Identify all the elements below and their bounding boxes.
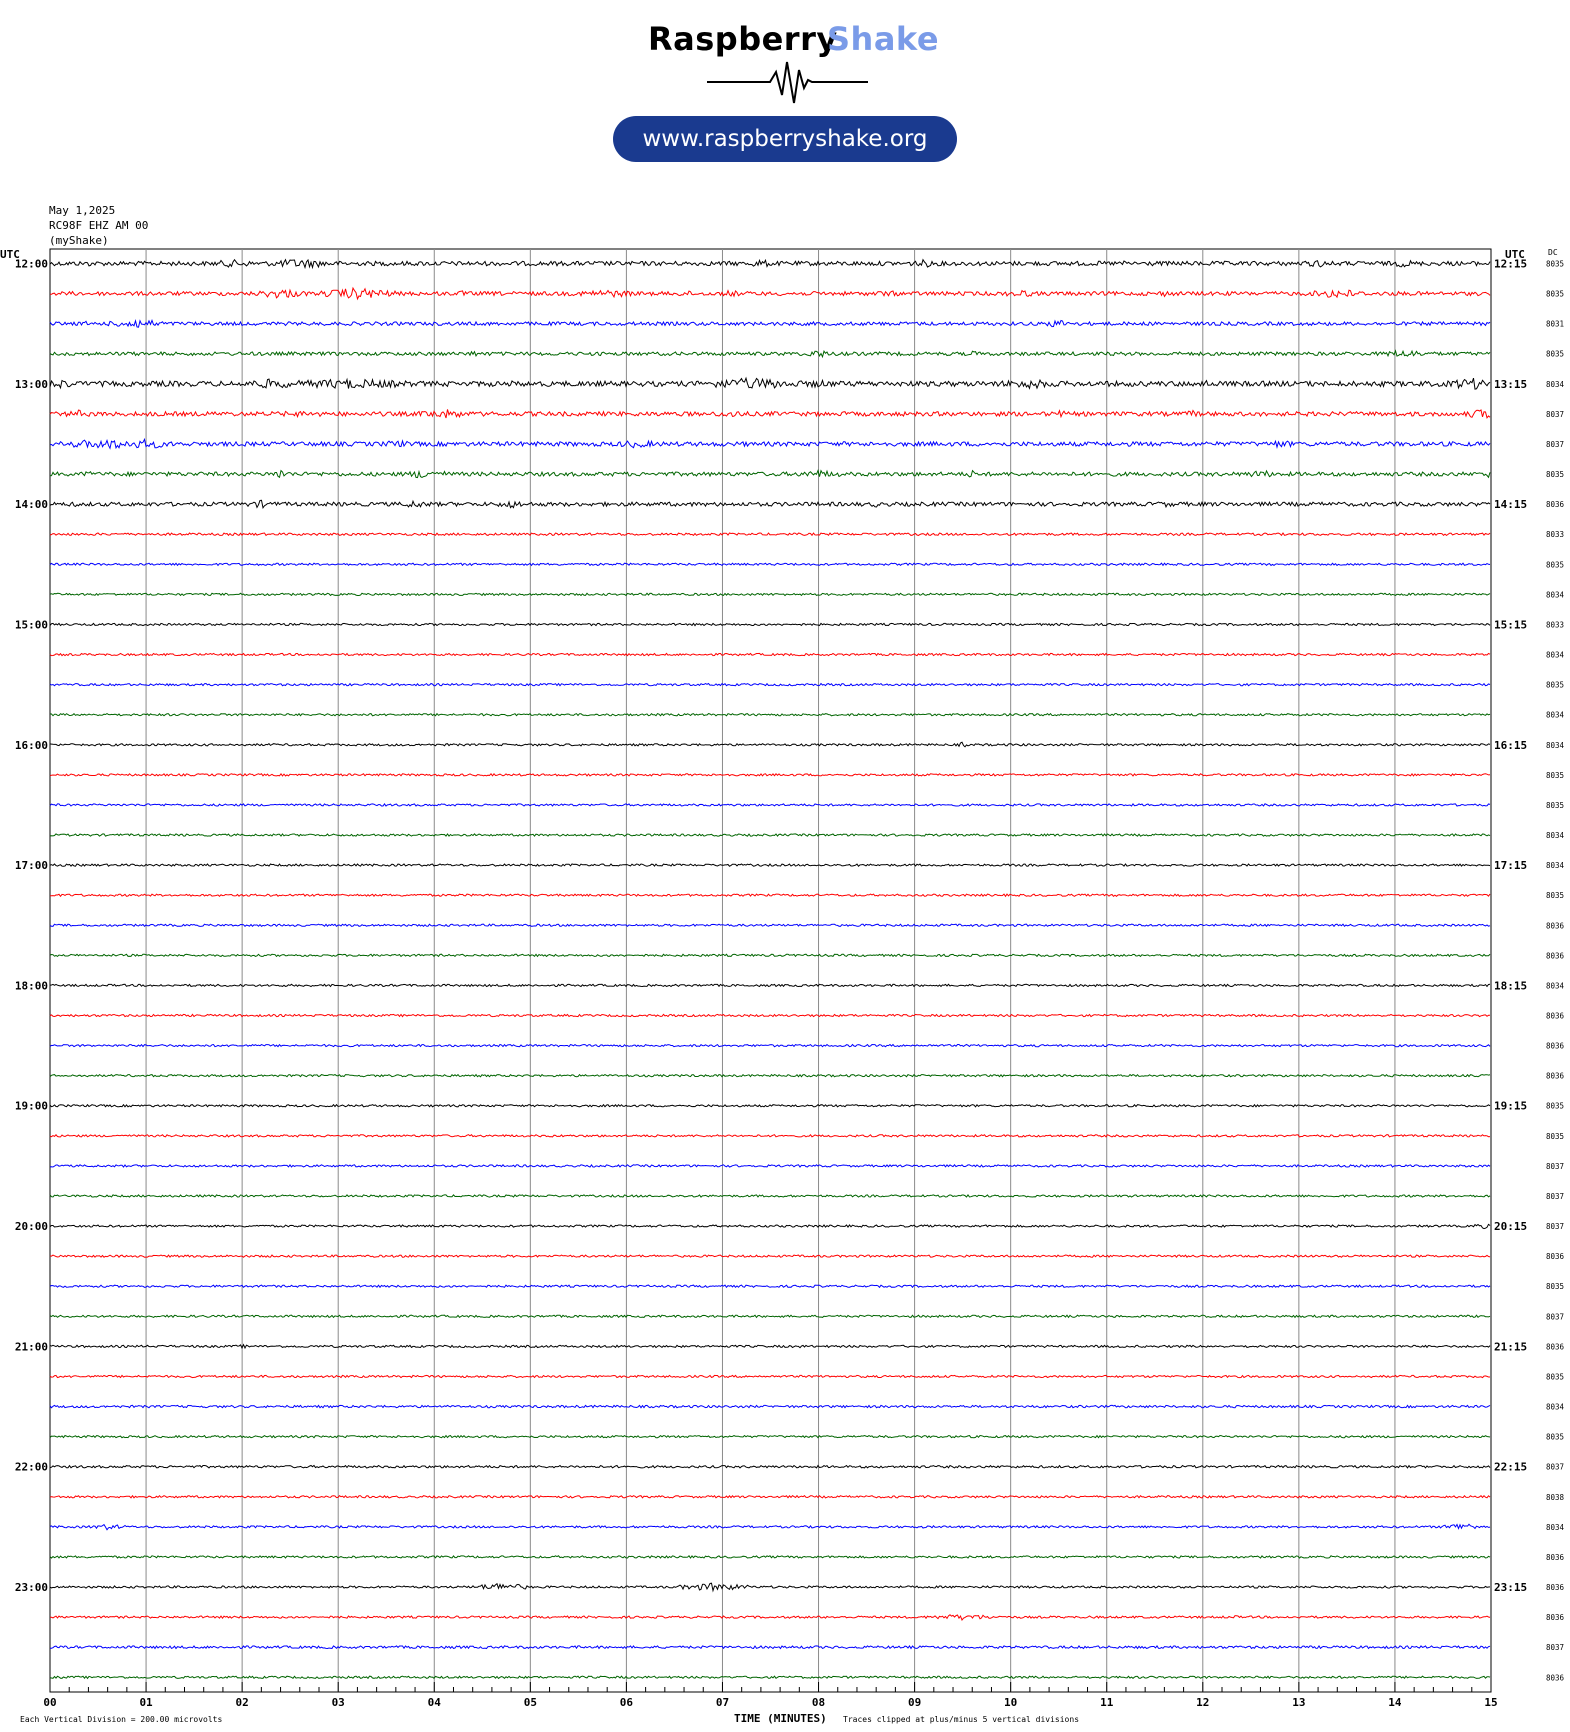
dc-offset-value: 8034 bbox=[1546, 1402, 1565, 1412]
x-axis bbox=[43, 1682, 1497, 1709]
right-time-label: 13:15 bbox=[1494, 377, 1528, 391]
trace-row-16 bbox=[50, 742, 1490, 747]
right-time-label: 18:15 bbox=[1494, 979, 1528, 993]
right-time-label: 17:15 bbox=[1494, 859, 1528, 873]
trace-row-20 bbox=[50, 864, 1490, 866]
station-owner: (myShake) bbox=[49, 234, 109, 247]
x-tick-label: 03 bbox=[331, 1696, 345, 1709]
dc-offset-value: 8034 bbox=[1546, 650, 1565, 660]
x-tick-label: 07 bbox=[715, 1696, 730, 1709]
trace-row-31 bbox=[50, 1195, 1490, 1197]
left-time-label: 22:00 bbox=[14, 1460, 48, 1474]
dc-offset-value: 8035 bbox=[1546, 680, 1565, 690]
trace-row-17 bbox=[50, 774, 1490, 776]
dc-offset-value: 8034 bbox=[1546, 379, 1565, 389]
trace-row-47 bbox=[50, 1676, 1490, 1678]
minute-gridlines bbox=[146, 249, 1395, 1692]
left-time-label: 15:00 bbox=[14, 618, 48, 632]
trace-row-32 bbox=[50, 1224, 1490, 1228]
left-time-label: 18:00 bbox=[14, 979, 48, 993]
trace-row-14 bbox=[50, 684, 1490, 686]
trace-row-8 bbox=[50, 500, 1490, 508]
trace-row-42 bbox=[50, 1524, 1490, 1529]
x-tick-label: 08 bbox=[811, 1696, 826, 1709]
dc-offset-value: 8036 bbox=[1546, 1613, 1565, 1623]
dc-offset-value: 8035 bbox=[1546, 1101, 1565, 1111]
dc-offset-value: 8034 bbox=[1546, 740, 1565, 750]
trace-row-24 bbox=[50, 984, 1490, 986]
trace-row-30 bbox=[50, 1165, 1490, 1167]
trace-row-40 bbox=[50, 1466, 1490, 1468]
dc-offset-value: 8035 bbox=[1546, 1432, 1565, 1442]
dc-offset-value: 8035 bbox=[1546, 1372, 1565, 1382]
trace-row-38 bbox=[50, 1405, 1490, 1407]
dc-offset-value: 8035 bbox=[1546, 560, 1565, 570]
dc-offset-value: 8036 bbox=[1546, 1342, 1565, 1352]
dc-offset-value: 8035 bbox=[1546, 770, 1565, 780]
left-time-labels bbox=[15, 258, 48, 1595]
dc-offset-value: 8035 bbox=[1546, 470, 1565, 480]
dc-offset-value: 8034 bbox=[1546, 981, 1565, 991]
dc-offset-value: 8033 bbox=[1546, 530, 1565, 540]
dc-offset-value: 8036 bbox=[1546, 1552, 1565, 1562]
trace-row-5 bbox=[50, 409, 1490, 418]
dc-title: DC bbox=[1548, 248, 1558, 257]
trace-row-36 bbox=[50, 1345, 1490, 1348]
trace-row-21 bbox=[50, 894, 1490, 896]
trace-row-27 bbox=[50, 1075, 1490, 1077]
dc-offset-value: 8036 bbox=[1546, 1673, 1565, 1683]
x-tick-label: 11 bbox=[1100, 1696, 1114, 1709]
dc-offset-labels bbox=[1546, 260, 1565, 1683]
trace-row-1 bbox=[50, 288, 1490, 299]
dc-offset-value: 8037 bbox=[1546, 439, 1565, 449]
dc-offset-value: 8034 bbox=[1546, 861, 1565, 871]
trace-row-7 bbox=[50, 471, 1490, 478]
x-tick-label: 04 bbox=[427, 1696, 441, 1709]
trace-row-9 bbox=[50, 533, 1490, 535]
trace-row-3 bbox=[50, 351, 1490, 357]
x-tick-label: 00 bbox=[43, 1696, 57, 1709]
dc-offset-value: 8037 bbox=[1546, 1643, 1565, 1653]
trace-row-34 bbox=[50, 1285, 1490, 1287]
left-time-label: 12:00 bbox=[14, 257, 48, 271]
trace-row-43 bbox=[50, 1556, 1490, 1558]
dc-offset-value: 8035 bbox=[1546, 259, 1565, 269]
right-time-label: 12:15 bbox=[1494, 257, 1528, 271]
trace-row-44 bbox=[50, 1583, 1490, 1590]
website-url[interactable]: www.raspberryshake.org bbox=[642, 126, 928, 152]
trace-row-15 bbox=[50, 714, 1490, 716]
trace-row-39 bbox=[50, 1436, 1490, 1438]
plot-frame bbox=[50, 249, 1491, 1692]
x-tick-label: 15 bbox=[1484, 1696, 1498, 1709]
x-tick-label: 02 bbox=[235, 1696, 249, 1709]
trace-row-12 bbox=[50, 623, 1490, 625]
station-channel: RC98F EHZ AM 00 bbox=[49, 219, 149, 232]
left-time-label: 21:00 bbox=[14, 1340, 48, 1354]
left-time-label: 23:00 bbox=[14, 1581, 48, 1595]
dc-offset-value: 8034 bbox=[1546, 710, 1565, 720]
trace-row-11 bbox=[50, 593, 1490, 595]
right-time-label: 19:15 bbox=[1494, 1099, 1528, 1113]
x-tick-label: 12 bbox=[1196, 1696, 1210, 1709]
left-time-label: 14:00 bbox=[14, 498, 48, 512]
right-time-labels bbox=[1494, 258, 1527, 1595]
dc-offset-value: 8035 bbox=[1546, 891, 1565, 901]
dc-offset-value: 8037 bbox=[1546, 1312, 1565, 1322]
trace-row-28 bbox=[50, 1105, 1490, 1107]
trace-row-25 bbox=[50, 1014, 1490, 1016]
dc-offset-value: 8035 bbox=[1546, 1282, 1565, 1292]
trace-row-26 bbox=[50, 1045, 1490, 1047]
dc-offset-value: 8036 bbox=[1546, 1071, 1565, 1081]
dc-offset-value: 8035 bbox=[1546, 1131, 1565, 1141]
left-time-label: 19:00 bbox=[14, 1099, 48, 1113]
dc-offset-value: 8034 bbox=[1546, 1522, 1565, 1532]
dc-offset-value: 8038 bbox=[1546, 1492, 1565, 1502]
x-tick-label: 14 bbox=[1388, 1696, 1402, 1709]
dc-offset-value: 8035 bbox=[1546, 800, 1565, 810]
trace-row-46 bbox=[50, 1646, 1490, 1649]
trace-row-2 bbox=[50, 320, 1490, 327]
right-time-label: 16:15 bbox=[1494, 738, 1528, 752]
x-tick-label: 09 bbox=[907, 1696, 922, 1709]
dc-offset-value: 8035 bbox=[1546, 349, 1565, 359]
x-tick-label: 13 bbox=[1292, 1696, 1306, 1709]
x-tick-label: 06 bbox=[619, 1696, 634, 1709]
x-tick-label: 01 bbox=[139, 1696, 153, 1709]
trace-row-35 bbox=[50, 1315, 1490, 1317]
trace-row-18 bbox=[50, 804, 1490, 806]
logo-word-shake: Shake bbox=[827, 20, 940, 58]
right-axis-title: UTC bbox=[1505, 248, 1525, 261]
right-time-label: 21:15 bbox=[1494, 1340, 1528, 1354]
dc-offset-value: 8036 bbox=[1546, 1252, 1565, 1262]
dc-offset-value: 8037 bbox=[1546, 409, 1565, 419]
trace-row-33 bbox=[50, 1255, 1490, 1257]
trace-row-4 bbox=[50, 378, 1490, 389]
dc-offset-value: 8035 bbox=[1546, 289, 1565, 299]
dc-offset-value: 8036 bbox=[1546, 1011, 1565, 1021]
left-time-label: 20:00 bbox=[14, 1220, 48, 1234]
trace-row-0 bbox=[50, 260, 1490, 268]
dc-offset-value: 8036 bbox=[1546, 951, 1565, 961]
dc-offset-value: 8037 bbox=[1546, 1462, 1565, 1472]
left-time-label: 13:00 bbox=[14, 377, 48, 391]
dc-offset-value: 8036 bbox=[1546, 921, 1565, 931]
x-tick-label: 05 bbox=[523, 1696, 537, 1709]
dc-offset-value: 8036 bbox=[1546, 500, 1565, 510]
trace-row-37 bbox=[50, 1375, 1490, 1377]
record-date: May 1,2025 bbox=[49, 204, 116, 217]
trace-row-10 bbox=[50, 563, 1490, 565]
dc-offset-value: 8037 bbox=[1546, 1161, 1565, 1171]
x-tick-label: 10 bbox=[1004, 1696, 1018, 1709]
dc-offset-value: 8036 bbox=[1546, 1583, 1565, 1593]
left-time-label: 16:00 bbox=[14, 738, 48, 752]
right-time-label: 23:15 bbox=[1494, 1581, 1528, 1595]
dc-offset-value: 8033 bbox=[1546, 620, 1565, 630]
right-time-label: 20:15 bbox=[1494, 1220, 1528, 1234]
dc-offset-value: 8036 bbox=[1546, 1041, 1565, 1051]
right-time-label: 15:15 bbox=[1494, 618, 1528, 632]
trace-row-41 bbox=[50, 1496, 1490, 1498]
trace-row-13 bbox=[50, 653, 1490, 655]
trace-row-22 bbox=[50, 924, 1490, 926]
x-axis-label: TIME (MINUTES) bbox=[734, 1712, 827, 1725]
right-time-label: 14:15 bbox=[1494, 498, 1528, 512]
trace-row-29 bbox=[50, 1135, 1490, 1137]
trace-row-19 bbox=[50, 834, 1490, 836]
trace-lines bbox=[50, 260, 1490, 1679]
trace-row-6 bbox=[50, 439, 1490, 448]
right-time-label: 22:15 bbox=[1494, 1460, 1528, 1474]
vertical-division-note: Each Vertical Division = 200.00 microvolts bbox=[20, 1715, 223, 1724]
dc-offset-value: 8037 bbox=[1546, 1222, 1565, 1232]
clipping-note: Traces clipped at plus/minus 5 vertical divisions bbox=[843, 1715, 1080, 1724]
dc-offset-value: 8031 bbox=[1546, 319, 1565, 329]
dc-offset-value: 8037 bbox=[1546, 1191, 1565, 1201]
trace-row-45 bbox=[50, 1615, 1490, 1620]
left-axis-title: UTC bbox=[0, 248, 20, 261]
dc-offset-value: 8034 bbox=[1546, 831, 1565, 841]
dc-offset-value: 8034 bbox=[1546, 590, 1565, 600]
trace-row-23 bbox=[50, 954, 1490, 956]
left-time-label: 17:00 bbox=[14, 859, 48, 873]
logo-word-raspberry: Raspberry bbox=[648, 20, 838, 58]
